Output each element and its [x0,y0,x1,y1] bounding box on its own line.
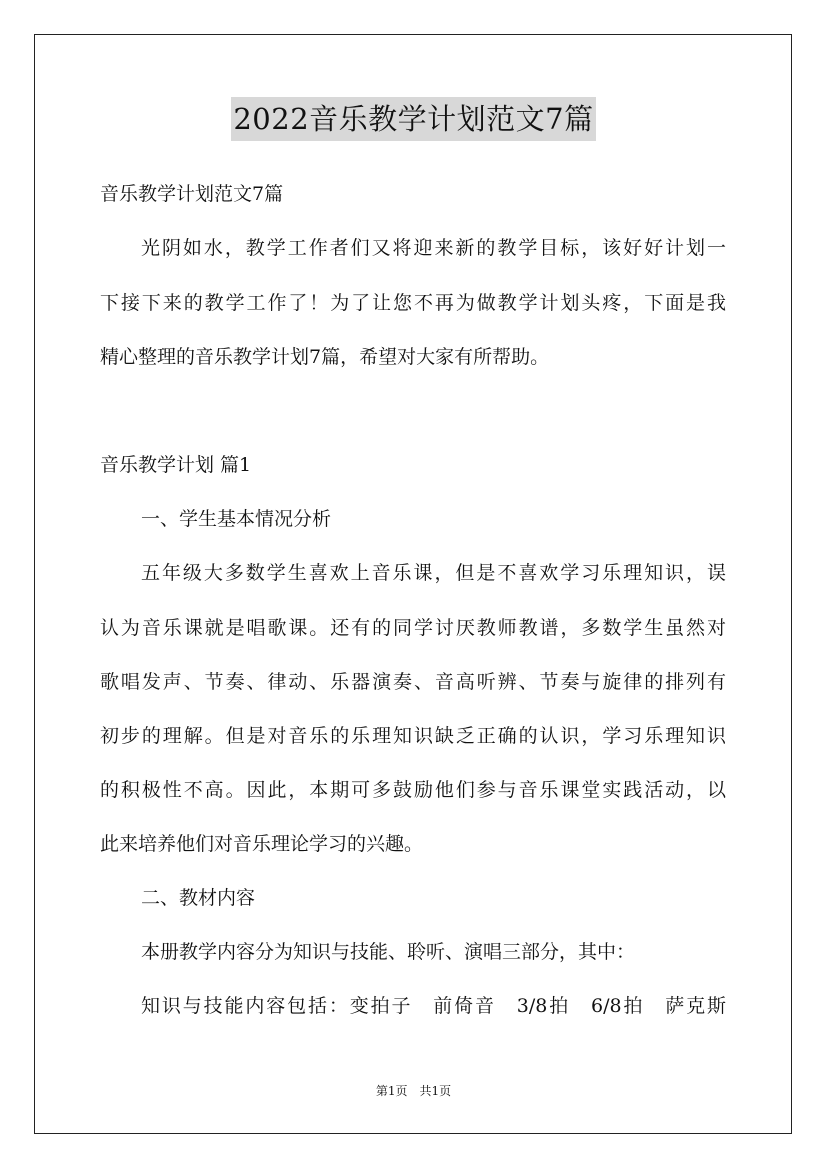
para1-line-4: 初步的理解。但是对音乐的乐理知识缺乏正确的认识，学习乐理知识 [100,725,726,747]
document-title: 2022音乐教学计划范文7篇 [231,97,595,141]
document-subtitle: 音乐教学计划范文7篇 [100,183,284,205]
para3-line-1: 知识与技能内容包括：变拍子 前倚音 3/8拍 6/8拍 萨克斯 [141,995,726,1017]
intro-line-2: 下接下来的教学工作了！为了让您不再为做教学计划头疼，下面是我 [100,292,726,314]
heading-textbook-content: 二、教材内容 [141,887,256,909]
para2-line-1: 本册教学内容分为知识与技能、聆听、演唱三部分，其中： [141,941,636,963]
title-wrap [0,97,827,141]
para1-line-1: 五年级大多数学生喜欢上音乐课，但是不喜欢学习乐理知识，误 [141,562,726,584]
intro-line-1: 光阴如水，教学工作者们又将迎来新的教学目标，该好好计划一 [141,237,726,259]
intro-line-3: 精心整理的音乐教学计划7篇，希望对大家有所帮助。 [100,346,550,368]
section-title: 音乐教学计划 篇1 [100,454,252,476]
para1-line-2: 认为音乐课就是唱歌课。还有的同学讨厌教师教谱，多数学生虽然对 [100,617,726,639]
heading-student-analysis: 一、学生基本情况分析 [141,508,332,530]
para1-line-3: 歌唱发声、节奏、律动、乐器演奏、音高听辨、节奏与旋律的排列有 [100,671,726,693]
para1-line-5: 的积极性不高。因此，本期可多鼓励他们参与音乐课堂实践活动，以 [100,779,726,801]
para1-line-6: 此来培养他们对音乐理论学习的兴趣。 [100,833,424,855]
page-footer: 第1页 共1页 [375,1084,452,1098]
